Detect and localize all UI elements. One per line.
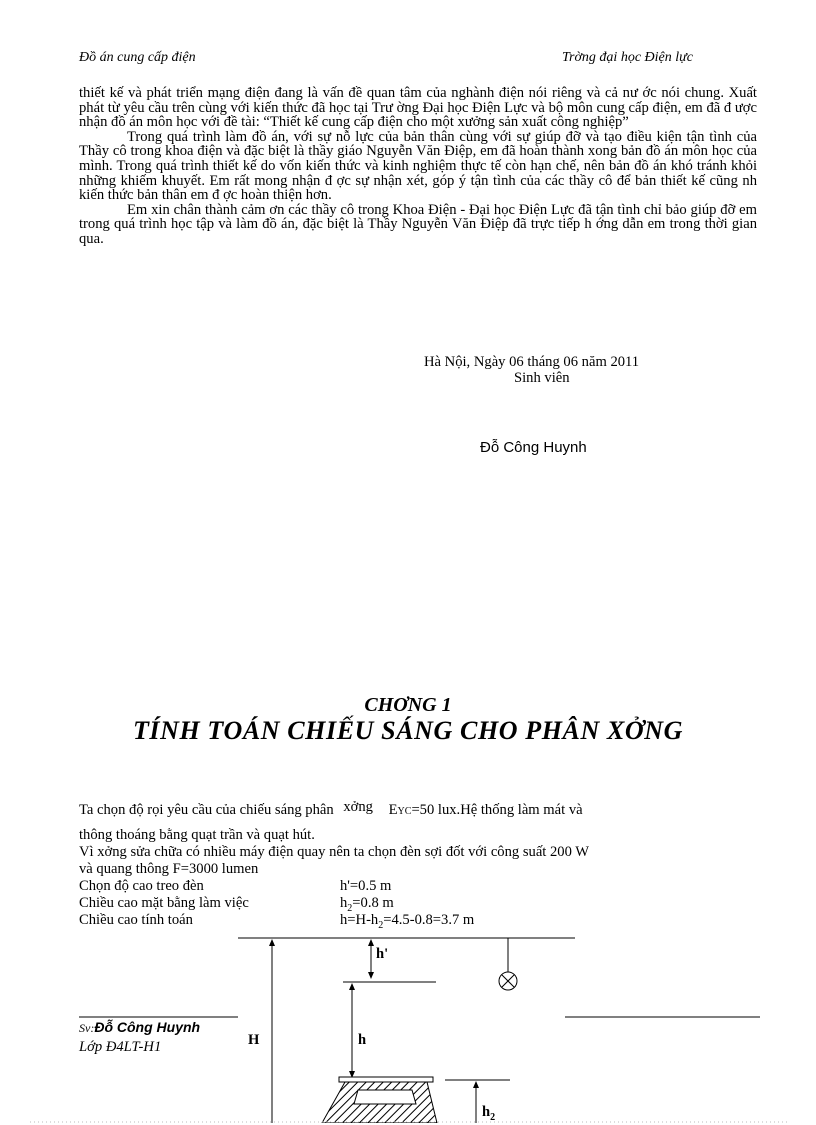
body-line-1-word: xởng	[343, 799, 373, 815]
lamp-icon	[499, 972, 517, 990]
intro-paragraph-2: Trong quá trình làm đồ án, với sự nỗ lực của bản thân cùng với sự giúp đỡ và tạo điều kiện tận tình của Thầy cô trong khoa điện và đặc biệt là thầy giáo Nguyễn Văn Điệp, em đã hoàn thành xong bản đồ án môn học của mình. Trong quá trình thiết kế do vốn kiến thức và kinh nghiệm thực tế còn hạn chế, nên bản đồ án khó tránh khỏi những khiếm khuyết. Em rất mong nhận đ ợc sự nhận xét, góp ý tận tình của các thầy cô để bản thiết kế cũng nh kiến thức bản thân em đ ợc hoàn thiện hơn.	[79, 128, 757, 204]
illuminance-subscript: YC	[397, 806, 412, 817]
body-line-1-tail: =50 lux.Hệ thống làm mát và	[411, 802, 583, 818]
intro-text	[79, 86, 757, 247]
body-line-4: và quang thông F=3000 lumen	[79, 861, 259, 877]
footer-class: Lớp Đ4LT-H1	[79, 1039, 162, 1055]
label-calc-height: h	[358, 1032, 367, 1048]
row-work-height-number: =0.8 m	[352, 895, 394, 911]
row-work-height-subscript: 2	[347, 902, 353, 914]
label-work-height-symbol: h	[482, 1104, 491, 1120]
footer-student-name: Đỗ Công Huynh	[94, 1019, 201, 1035]
machine-window	[354, 1090, 416, 1104]
row-calc-height-symbol: h=H-h	[340, 912, 379, 928]
intro-paragraph-1: thiết kế và phát triển mạng điện đang là vấn đề quan tâm của nghành điện nói riêng và cả nư ớc nói chung. Xuất phát từ yêu cầu trên cùng với kiến thức đã học tại Trư ờng Đại học Điện Lực và bộ môn cung cấp điện, em đã đ ược nhận đồ án môn học với đề tài: “Thiết kế cung cấp điện cho một xưởng sản xuất công nghiệp”	[79, 85, 757, 131]
row-calc-height-label: Chiều cao tính toán	[79, 912, 193, 928]
intro-paragraph-3: Em xin chân thành cảm ơn các thầy cô trong Khoa Điện - Đại học Điện Lực đã tận tình chỉ bảo giúp đỡ em trong quá trình học tập và làm đồ án, đặc biệt là Thầy Nguyễn Văn Điệp đã trực tiếp h ớng dẫn em trong thời gian qua.	[79, 201, 757, 247]
label-work-height	[482, 1105, 495, 1125]
row-lamp-height-label: Chọn độ cao treo đèn	[79, 878, 204, 894]
illuminance-symbol: E	[388, 802, 398, 818]
label-lamp-height: h'	[376, 946, 389, 962]
chapter-number: CHƠNG 1	[364, 694, 452, 716]
signature-name: Đỗ Công Huynh	[480, 439, 587, 456]
signature-date: Hà Nội, Ngày 06 tháng 06 năm 2011	[424, 354, 640, 370]
header-title-left: Đồ án cung cấp điện	[79, 50, 196, 65]
chapter-title: TÍNH TOÁN CHIẾU SÁNG CHO PHÂN XỞNG	[132, 716, 684, 745]
row-lamp-height-value: h'=0.5 m	[340, 878, 392, 894]
signature-role: Sinh viên	[514, 370, 570, 386]
footer-student-prefix: Sv:	[79, 1021, 95, 1035]
label-total-height: H	[248, 1032, 260, 1048]
body-line-3: Vì xởng sửa chữa có nhiều máy điện quay nên ta chọn đèn sợi đốt với công suất 200 W	[79, 844, 590, 860]
row-calc-height-subscript: 2	[378, 919, 384, 931]
header-title-right: Trờng đại học Điện lực	[562, 50, 693, 65]
body-line-2: thông thoáng bằng quạt trần và quạt hút.	[79, 827, 315, 843]
workbench-top	[339, 1077, 433, 1082]
footer-student	[79, 1020, 200, 1036]
row-calc-height-number: =4.5-0.8=3.7 m	[383, 912, 475, 928]
row-work-height-symbol: h	[340, 895, 348, 911]
body-line-1-text: Ta chọn độ rọi yêu cầu của chiếu sáng phân	[79, 802, 334, 818]
label-work-height-subscript: 2	[490, 1111, 496, 1123]
row-work-height-label: Chiều cao mặt bằng làm việc	[79, 895, 249, 911]
body-line-1	[79, 799, 583, 819]
